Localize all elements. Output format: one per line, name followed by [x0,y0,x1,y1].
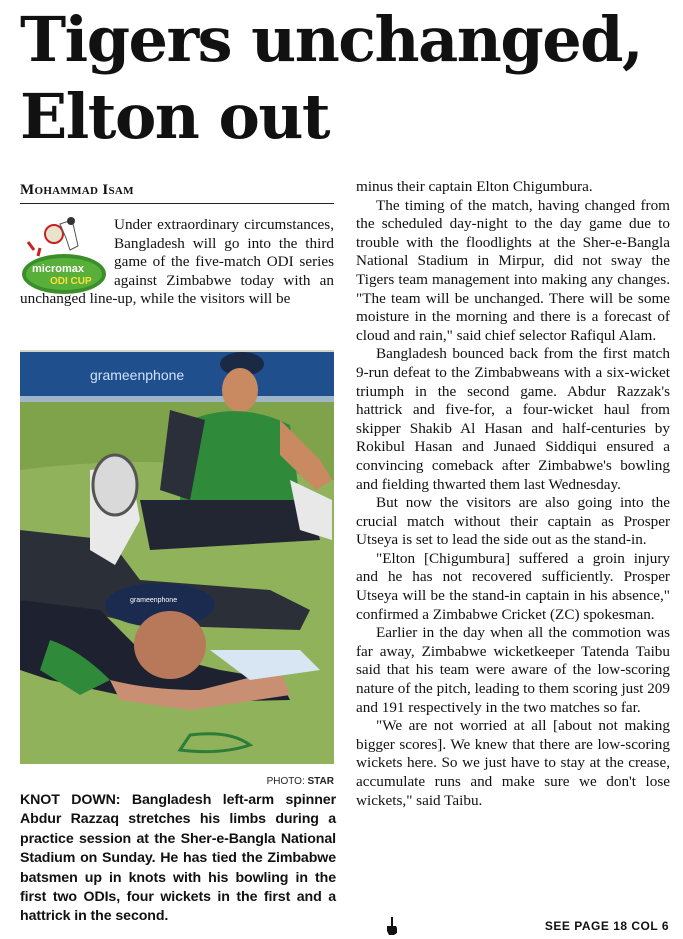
body-paragraph: "Elton [Chigumbura] suffered a groin injury and he has not recovered sufficiently. Prosper Utseya will be the stand-in captain in his absence," confirmed a Zimbabwe Cricket (ZC) spokesman. [356,549,670,623]
hoarding-text: grameenphone [90,367,185,383]
body-paragraph: The timing of the match, having changed from the scheduled day-night to the day game due to trouble with the floodlights at the Sher-e-Bangla National Stadium in Mirpur, did not sway the Tigers team management into making any changes. "The team will be unchanged. There will be some moisture in the morning and there is a forecast of cloud and rain," said chief selector Rafiqul Alam. [356,196,670,344]
pointing-hand-icon [385,917,399,935]
article-body [356,178,670,810]
body-paragraph: Bangladesh bounced back from the first match 9-run defeat to the Zimbabweans with a six-wicket triumph in the second game. Abdur Razzak's hattrick and five-for, a four-wicket haul from skipper Shakib Al Hasan and half-centuries by Rokibul Hasan and Junaed Siddiqui ensured a convincing comeback after Zimbabwe's bowling and fielding thwarted them last Wednesday. [356,345,670,493]
byline: Mohammad Isam [20,182,334,204]
credit-prefix: PHOTO: [266,776,308,787]
intro-paragraph: Under extraordinary circumstances, Bangladesh will go into the third game of the five-match ODI series against Zimbabwe today with an unchanged line-up, while the visitors will be [20,216,334,308]
logo-brand-text: micromax [32,263,84,275]
body-paragraph: minus their captain Elton Chigumbura. [356,178,593,195]
body-paragraph: "We are not worried at all [about not making bigger scores]. We knew that there are low-scoring wickets here. So we just have to stay at the crease, accumulate runs and make sure we don't lose wickets," said Taibu. [356,717,670,809]
body-paragraph: But now the visitors are also going into the crucial match without their captain as Prosper Utseya is set to lead the side out as the stand-in. [356,494,670,549]
see-page-jump[interactable]: SEE PAGE 18 COL 6 [544,919,669,933]
practice-photo [20,350,334,764]
body-paragraph: Earlier in the day when all the commotion was far away, Zimbabwe wicketkeeper Tatenda Taibu said that his team were aware of the low-scoring nature of the pitch, leading to them scoring just 209 and 191 respectively in the two matches so far. [356,624,670,716]
article-intro [20,216,334,309]
photo-credit [20,776,334,787]
cap-logo-text: grameenphone [130,597,178,604]
photo-caption: KNOT DOWN: Bangladesh left-arm spinner Abdur Razzaq stretches his limbs during a practice session at the Sher-e-Bangla National Stadium on Sunday. He has tied the Zimbabwe batsmen up in knots with his bowling in the first two ODIs, four wickets in the first and a hattrick in the second. [20,792,336,925]
headline: Tigers unchanged, Elton out [20,3,643,153]
credit-source: STAR [307,776,334,787]
logo-event-text: ODI CUP [50,276,92,287]
